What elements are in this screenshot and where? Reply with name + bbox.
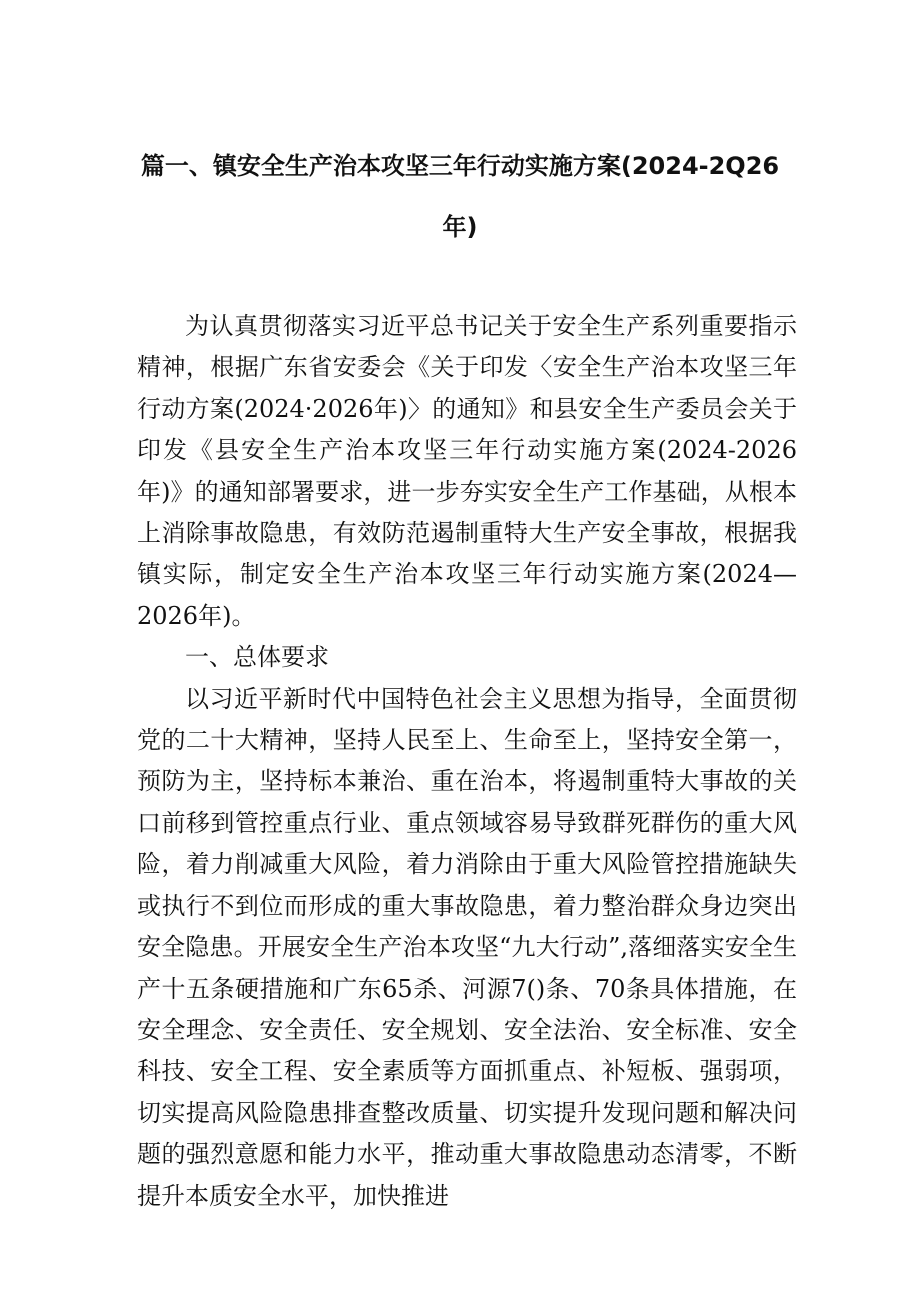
document-title-line-2: 年)	[442, 213, 478, 241]
document-body	[137, 306, 797, 1217]
paragraph-intro: 为认真贯彻落实习近平总书记关于安全生产系列重要指示精神，根据广东省安委会《关于印发〈安全生产治本攻坚三年行动方案(2024·2026年)〉的通知》和县安全生产委员会关于印发《县安全生产治本攻坚三年行动实施方案(2024-2026年)》的通知部署要求，进一步夯实安全生产工作基础，从根本上消除事故隐患，有效防范遏制重特大生产安全事故，根据我镇实际，制定安全生产治本攻坚三年行动实施方案(2024—2026年)。	[137, 312, 797, 630]
document-title-line-1: 篇一、镇安全生产治本攻坚三年行动实施方案(2024-2Q26	[140, 152, 780, 180]
section-heading-general-requirements: 一、总体要求	[185, 643, 329, 672]
paragraph-general-requirements: 以习近平新时代中国特色社会主义思想为指导，全面贯彻党的二十大精神，坚持人民至上、生命至上，坚持安全第一，预防为主，坚持标本兼治、重在治本，将遏制重特大事故的关口前移到管控重点行业、重点领域容易导致群死群伤的重大风险，着力削减重大风险，着力消除由于重大风险管控措施缺失或执行不到位而形成的重大事故隐患，着力整治群众身边突出安全隐患。开展安全生产治本攻坚“九大行动”,落细落实安全生产十五条硬措施和广东65杀、河源7()条、70条具体措施，在安全理念、安全责任、安全规划、安全法治、安全标准、安全科技、安全工程、安全素质等方面抓重点、补短板、强弱项，切实提高风险隐患排查整改质量、切实提升发现问题和解决问题的强烈意愿和能力水平，推动重大事故隐患动态清零，不断提升本质安全水平，加快推进	[137, 684, 797, 1210]
